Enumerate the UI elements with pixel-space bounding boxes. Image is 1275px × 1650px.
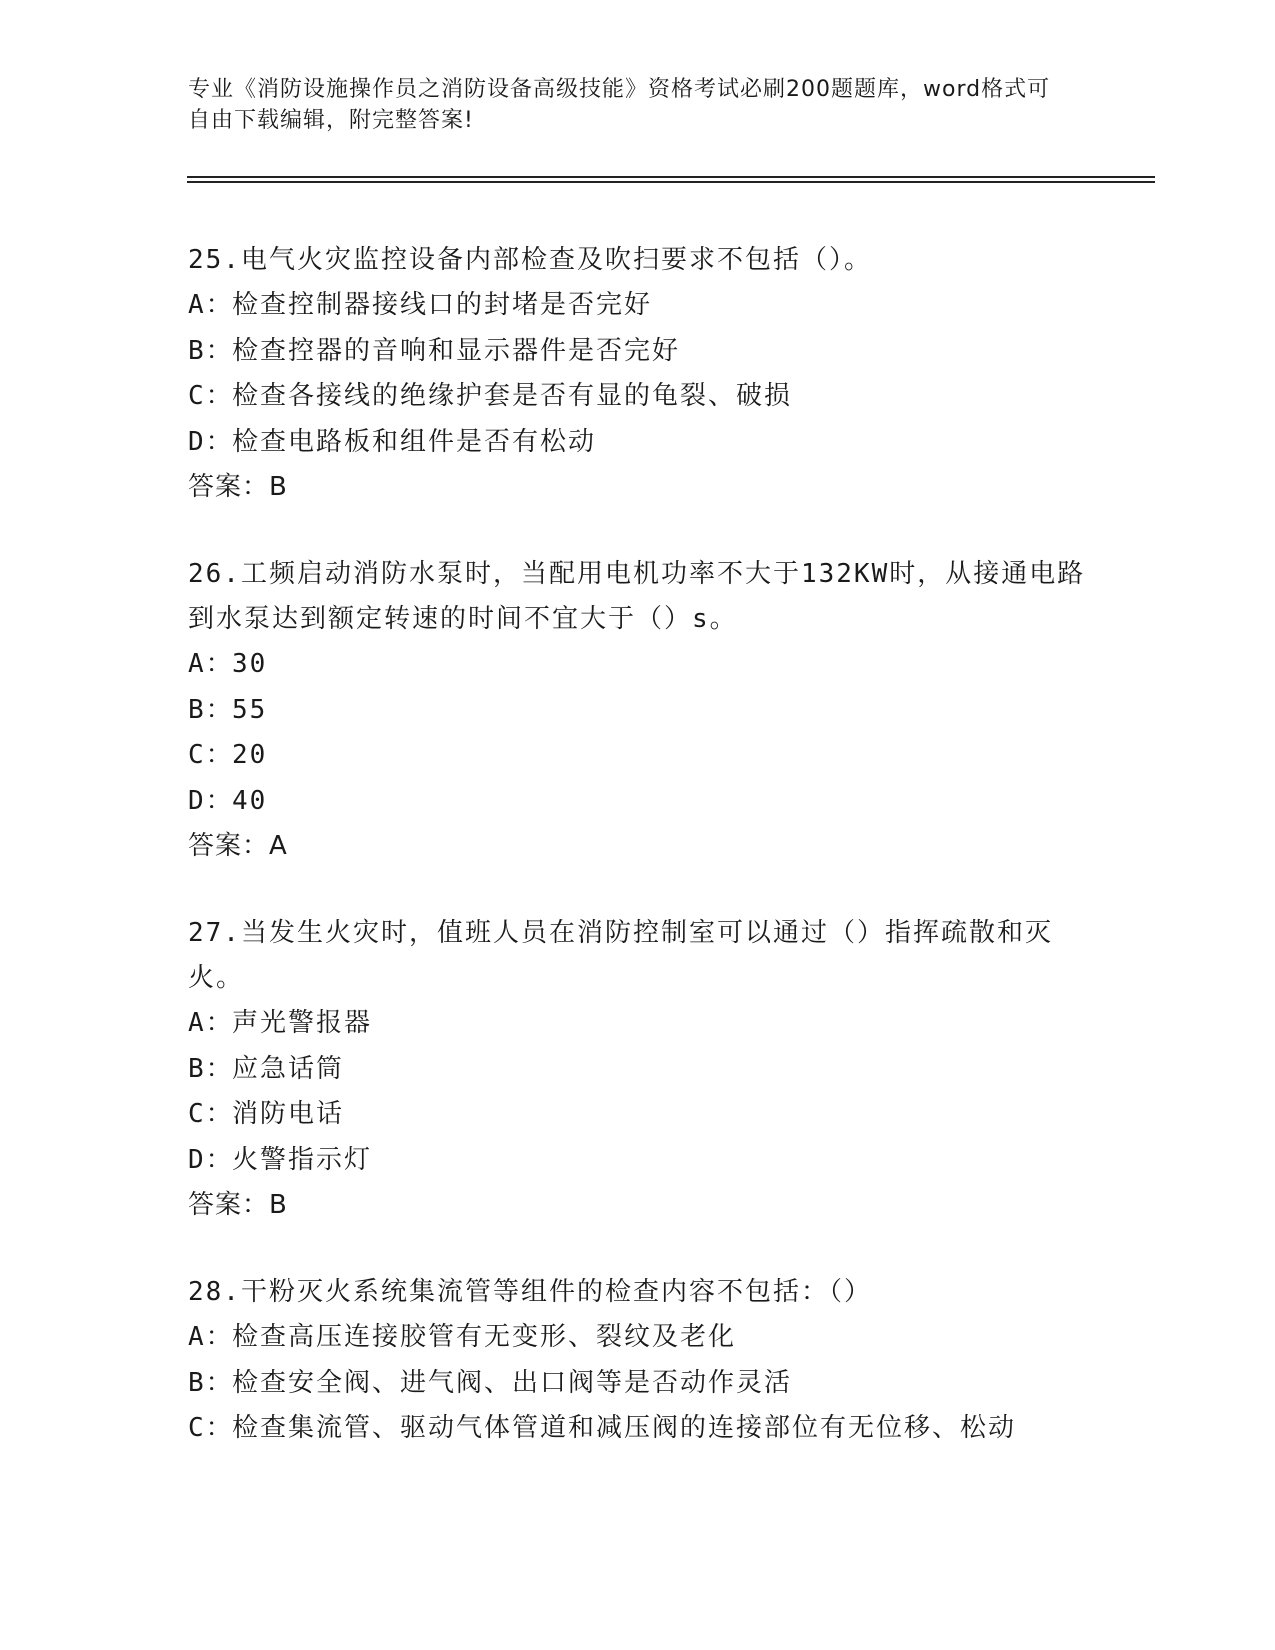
option-c <box>188 374 1088 420</box>
option-letter: A： <box>188 649 234 679</box>
answer-line: 答案：B <box>188 1190 288 1220</box>
question-27 <box>188 911 1088 1228</box>
answer-line: 答案：A <box>188 831 288 861</box>
option-c <box>188 1092 1088 1138</box>
option-d <box>188 779 1088 825</box>
option-a <box>188 1315 1088 1361</box>
option-letter: A： <box>188 290 234 320</box>
option-b <box>188 1047 1088 1093</box>
option-text: 55 <box>232 694 268 725</box>
option-d <box>188 1138 1088 1184</box>
option-text: 检查各接线的绝缘护套是否有显的龟裂、破损 <box>232 381 793 411</box>
option-letter: B： <box>188 1053 234 1084</box>
option-letter: C： <box>188 740 234 770</box>
question-text: 26.工频启动消防水泵时，当配用电机功率不大于132KW时，从接通电路到水泵达到额定转速的时间不宜大于（）s。 <box>188 559 1086 634</box>
option-letter: A： <box>188 1008 234 1038</box>
question-text: 28.干粉灭火系统集流管等组件的检查内容不包括：（） <box>188 1277 872 1307</box>
option-letter: C： <box>188 381 234 411</box>
option-text: 应急话筒 <box>232 1053 345 1084</box>
option-letter: D： <box>188 426 234 457</box>
option-a <box>188 283 1088 329</box>
option-text: 检查集流管、驱动气体管道和减压阀的连接部位有无位移、松动 <box>232 1413 1017 1443</box>
answer-line: 答案：B <box>188 472 288 502</box>
question-25 <box>188 238 1088 510</box>
option-text: 火警指示灯 <box>232 1144 373 1175</box>
option-c <box>188 1406 1088 1452</box>
option-a <box>188 1001 1088 1047</box>
option-text: 检查电路板和组件是否有松动 <box>232 426 597 457</box>
option-letter: A： <box>188 1322 234 1352</box>
option-text: 20 <box>232 740 268 770</box>
option-text: 检查控器的音响和显示器件是否完好 <box>232 335 681 366</box>
question-text: 25.电气火灾监控设备内部检查及吹扫要求不包括（）。 <box>188 245 872 275</box>
document-header: 专业《消防设施操作员之消防设备高级技能》资格考试必刷200题题库，word格式可自由下载编辑，附完整答案! <box>188 77 1051 133</box>
option-text: 消防电话 <box>232 1099 345 1129</box>
question-text: 27.当发生火灾时，值班人员在消防控制室可以通过（）指挥疏散和灭火。 <box>188 918 1053 993</box>
option-text: 30 <box>232 649 268 679</box>
option-letter: B： <box>188 1367 234 1398</box>
option-c <box>188 733 1088 779</box>
header-divider-bottom <box>187 181 1155 183</box>
option-text: 声光警报器 <box>232 1008 373 1038</box>
option-letter: C： <box>188 1413 234 1443</box>
option-letter: D： <box>188 1144 234 1175</box>
header-divider-top <box>187 176 1155 178</box>
option-letter: B： <box>188 335 234 366</box>
option-text: 检查高压连接胶管有无变形、裂纹及老化 <box>232 1322 737 1352</box>
option-letter: C： <box>188 1099 234 1129</box>
option-b <box>188 688 1088 734</box>
option-d <box>188 420 1088 466</box>
question-list <box>188 238 1088 1494</box>
option-b <box>188 1361 1088 1407</box>
option-letter: B： <box>188 694 234 725</box>
option-text: 检查控制器接线口的封堵是否完好 <box>232 290 653 320</box>
option-a <box>188 642 1088 688</box>
option-b <box>188 329 1088 375</box>
question-26 <box>188 552 1088 869</box>
option-letter: D： <box>188 785 234 816</box>
question-28 <box>188 1270 1088 1452</box>
option-text: 检查安全阀、进气阀、出口阀等是否动作灵活 <box>232 1367 793 1398</box>
option-text: 40 <box>232 785 268 816</box>
